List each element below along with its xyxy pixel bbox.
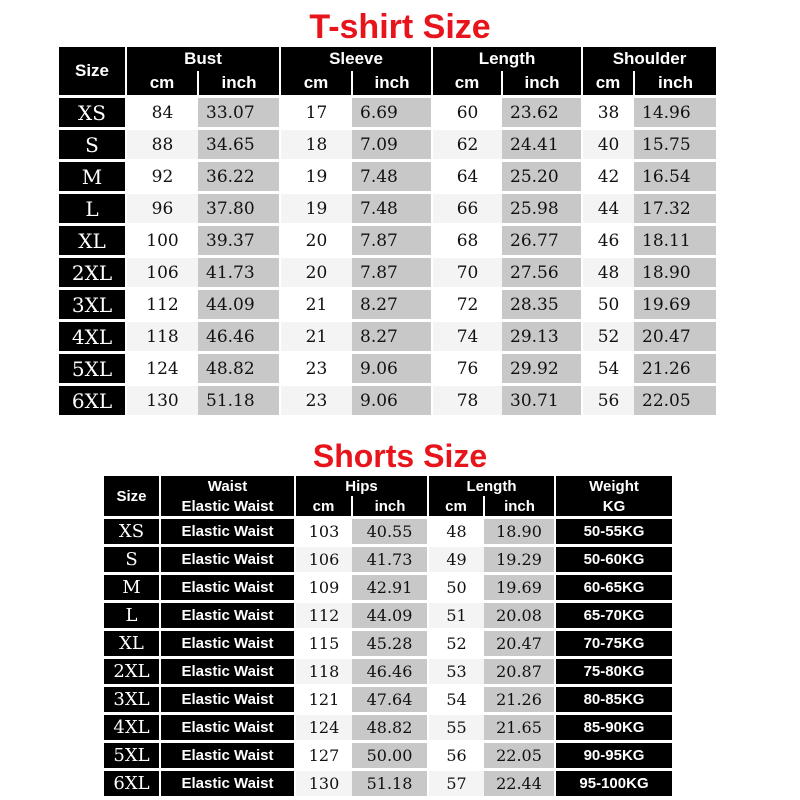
length-inch-cell: 22.05 xyxy=(484,742,555,770)
bust-inch-cell: 39.37 xyxy=(198,225,280,257)
length-cm-cell: 66 xyxy=(432,193,502,225)
length-inch-cell: 29.13 xyxy=(502,321,582,353)
size-cell: L xyxy=(104,602,160,630)
length-cm-cell: 49 xyxy=(428,546,484,574)
length-inch-cell: 25.98 xyxy=(502,193,582,225)
waist-cell: Elastic Waist xyxy=(160,714,295,742)
size-cell: XL xyxy=(59,225,126,257)
weight-cell: 95-100KG xyxy=(555,770,672,797)
hips-inch-cell: 50.00 xyxy=(352,742,428,770)
table-row xyxy=(59,97,716,129)
waist-cell: Elastic Waist xyxy=(160,770,295,797)
shoulder-inch-cell: 17.32 xyxy=(634,193,716,225)
length-inch-cell: 21.26 xyxy=(484,686,555,714)
unit-cm-header: cm xyxy=(280,71,352,97)
bust-cm-cell: 118 xyxy=(126,321,198,353)
length-inch-cell: 22.44 xyxy=(484,770,555,797)
length-inch-cell: 24.41 xyxy=(502,129,582,161)
weight-cell: 90-95KG xyxy=(555,742,672,770)
length-inch-cell: 20.08 xyxy=(484,602,555,630)
table-row xyxy=(59,225,716,257)
weight-cell: 60-65KG xyxy=(555,574,672,602)
size-cell: 5XL xyxy=(59,353,126,385)
bust-cm-cell: 130 xyxy=(126,385,198,416)
hips-header: Hips xyxy=(295,476,428,496)
shoulder-inch-cell: 16.54 xyxy=(634,161,716,193)
length-cm-cell: 64 xyxy=(432,161,502,193)
shoulder-cm-cell: 38 xyxy=(582,97,634,129)
bust-cm-cell: 96 xyxy=(126,193,198,225)
length-inch-cell: 25.20 xyxy=(502,161,582,193)
bust-inch-cell: 34.65 xyxy=(198,129,280,161)
length-cm-cell: 70 xyxy=(432,257,502,289)
shoulder-inch-cell: 22.05 xyxy=(634,385,716,416)
length-inch-cell: 20.47 xyxy=(484,630,555,658)
size-cell: 6XL xyxy=(59,385,126,416)
sleeve-inch-cell: 8.27 xyxy=(352,321,432,353)
size-cell: 5XL xyxy=(104,742,160,770)
bust-cm-cell: 84 xyxy=(126,97,198,129)
length-cm-cell: 74 xyxy=(432,321,502,353)
table-row xyxy=(104,686,672,714)
table-row xyxy=(104,546,672,574)
size-cell: S xyxy=(104,546,160,574)
size-cell: 3XL xyxy=(104,686,160,714)
length-cm-cell: 55 xyxy=(428,714,484,742)
hips-cm-cell: 106 xyxy=(295,546,352,574)
hips-inch-cell: 47.64 xyxy=(352,686,428,714)
length-inch-cell: 19.29 xyxy=(484,546,555,574)
sleeve-inch-cell: 7.09 xyxy=(352,129,432,161)
hips-cm-cell: 109 xyxy=(295,574,352,602)
sleeve-cm-cell: 17 xyxy=(280,97,352,129)
size-cell: XS xyxy=(104,518,160,546)
hips-inch-cell: 48.82 xyxy=(352,714,428,742)
length-inch-cell: 21.65 xyxy=(484,714,555,742)
length-cm-cell: 62 xyxy=(432,129,502,161)
size-cell: 3XL xyxy=(59,289,126,321)
length-cm-cell: 52 xyxy=(428,630,484,658)
length-inch-cell: 30.71 xyxy=(502,385,582,416)
unit-inch-header: inch xyxy=(352,496,428,518)
size-cell: M xyxy=(104,574,160,602)
length-cm-cell: 53 xyxy=(428,658,484,686)
unit-inch-header: inch xyxy=(502,71,582,97)
length-cm-cell: 76 xyxy=(432,353,502,385)
weight-cell: 50-60KG xyxy=(555,546,672,574)
sleeve-cm-cell: 20 xyxy=(280,257,352,289)
shoulder-cm-cell: 40 xyxy=(582,129,634,161)
hips-inch-cell: 41.73 xyxy=(352,546,428,574)
table-row xyxy=(104,658,672,686)
unit-cm-header: cm xyxy=(295,496,352,518)
shoulder-inch-cell: 20.47 xyxy=(634,321,716,353)
weight-cell: 85-90KG xyxy=(555,714,672,742)
table-row xyxy=(104,574,672,602)
shoulder-inch-cell: 21.26 xyxy=(634,353,716,385)
sleeve-cm-cell: 21 xyxy=(280,289,352,321)
waist-cell: Elastic Waist xyxy=(160,658,295,686)
weight-cell: 65-70KG xyxy=(555,602,672,630)
unit-cm-header: cm xyxy=(126,71,198,97)
length-cm-cell: 51 xyxy=(428,602,484,630)
sleeve-cm-cell: 18 xyxy=(280,129,352,161)
size-cell: 4XL xyxy=(59,321,126,353)
length-cm-cell: 54 xyxy=(428,686,484,714)
hips-cm-cell: 118 xyxy=(295,658,352,686)
hips-cm-cell: 115 xyxy=(295,630,352,658)
size-cell: 2XL xyxy=(104,658,160,686)
table-row xyxy=(59,193,716,225)
length-cm-cell: 56 xyxy=(428,742,484,770)
sleeve-inch-cell: 9.06 xyxy=(352,353,432,385)
bust-cm-cell: 112 xyxy=(126,289,198,321)
length-inch-cell: 18.90 xyxy=(484,518,555,546)
size-header: Size xyxy=(104,476,160,518)
shoulder-inch-cell: 15.75 xyxy=(634,129,716,161)
length-inch-cell: 28.35 xyxy=(502,289,582,321)
sleeve-cm-cell: 23 xyxy=(280,353,352,385)
shoulder-inch-cell: 14.96 xyxy=(634,97,716,129)
size-cell: 2XL xyxy=(59,257,126,289)
size-cell: 4XL xyxy=(104,714,160,742)
hips-inch-cell: 42.91 xyxy=(352,574,428,602)
sleeve-cm-cell: 19 xyxy=(280,161,352,193)
weight-header: Weight xyxy=(555,476,672,496)
unit-cm-header: cm xyxy=(582,71,634,97)
weight-cell: 80-85KG xyxy=(555,686,672,714)
shoulder-cm-cell: 46 xyxy=(582,225,634,257)
bust-cm-cell: 88 xyxy=(126,129,198,161)
unit-inch-header: inch xyxy=(484,496,555,518)
sleeve-header: Sleeve xyxy=(280,47,432,71)
hips-cm-cell: 112 xyxy=(295,602,352,630)
shoulder-cm-cell: 44 xyxy=(582,193,634,225)
unit-cm-header: cm xyxy=(432,71,502,97)
tshirt-size-table xyxy=(59,47,716,415)
hips-cm-cell: 103 xyxy=(295,518,352,546)
bust-inch-cell: 44.09 xyxy=(198,289,280,321)
length-inch-cell: 20.87 xyxy=(484,658,555,686)
shoulder-inch-cell: 18.90 xyxy=(634,257,716,289)
sleeve-inch-cell: 7.48 xyxy=(352,161,432,193)
bust-cm-cell: 92 xyxy=(126,161,198,193)
bust-inch-cell: 41.73 xyxy=(198,257,280,289)
waist-cell: Elastic Waist xyxy=(160,630,295,658)
length-cm-cell: 50 xyxy=(428,574,484,602)
hips-inch-cell: 46.46 xyxy=(352,658,428,686)
weight-unit-header: KG xyxy=(555,496,672,518)
length-cm-cell: 57 xyxy=(428,770,484,797)
size-cell: XS xyxy=(59,97,126,129)
hips-inch-cell: 51.18 xyxy=(352,770,428,797)
hips-inch-cell: 45.28 xyxy=(352,630,428,658)
length-header: Length xyxy=(432,47,582,71)
bust-inch-cell: 48.82 xyxy=(198,353,280,385)
bust-cm-cell: 100 xyxy=(126,225,198,257)
hips-cm-cell: 130 xyxy=(295,770,352,797)
table-row xyxy=(59,385,716,416)
sleeve-cm-cell: 21 xyxy=(280,321,352,353)
unit-inch-header: inch xyxy=(352,71,432,97)
size-cell: S xyxy=(59,129,126,161)
hips-cm-cell: 121 xyxy=(295,686,352,714)
waist-sub-header: Elastic Waist xyxy=(160,496,295,518)
hips-inch-cell: 44.09 xyxy=(352,602,428,630)
hips-inch-cell: 40.55 xyxy=(352,518,428,546)
waist-header: Waist xyxy=(160,476,295,496)
hips-cm-cell: 124 xyxy=(295,714,352,742)
size-header: Size xyxy=(59,47,126,97)
length-cm-cell: 60 xyxy=(432,97,502,129)
sleeve-inch-cell: 7.87 xyxy=(352,257,432,289)
shoulder-cm-cell: 42 xyxy=(582,161,634,193)
weight-cell: 50-55KG xyxy=(555,518,672,546)
size-cell: M xyxy=(59,161,126,193)
bust-inch-cell: 51.18 xyxy=(198,385,280,416)
length-inch-cell: 27.56 xyxy=(502,257,582,289)
bust-inch-cell: 37.80 xyxy=(198,193,280,225)
length-inch-cell: 26.77 xyxy=(502,225,582,257)
weight-cell: 75-80KG xyxy=(555,658,672,686)
shoulder-header: Shoulder xyxy=(582,47,716,71)
length-inch-cell: 19.69 xyxy=(484,574,555,602)
table-row xyxy=(59,353,716,385)
sleeve-inch-cell: 6.69 xyxy=(352,97,432,129)
bust-header: Bust xyxy=(126,47,280,71)
weight-cell: 70-75KG xyxy=(555,630,672,658)
unit-inch-header: inch xyxy=(198,71,280,97)
bust-cm-cell: 106 xyxy=(126,257,198,289)
bust-cm-cell: 124 xyxy=(126,353,198,385)
waist-cell: Elastic Waist xyxy=(160,742,295,770)
bust-inch-cell: 46.46 xyxy=(198,321,280,353)
tshirt-size-title: T-shirt Size xyxy=(309,8,491,46)
waist-cell: Elastic Waist xyxy=(160,518,295,546)
waist-cell: Elastic Waist xyxy=(160,602,295,630)
length-inch-cell: 29.92 xyxy=(502,353,582,385)
length-cm-cell: 68 xyxy=(432,225,502,257)
table-row xyxy=(59,129,716,161)
sleeve-inch-cell: 8.27 xyxy=(352,289,432,321)
shoulder-cm-cell: 56 xyxy=(582,385,634,416)
table-row xyxy=(104,602,672,630)
table-row xyxy=(59,257,716,289)
shoulder-cm-cell: 54 xyxy=(582,353,634,385)
size-cell: L xyxy=(59,193,126,225)
sleeve-cm-cell: 23 xyxy=(280,385,352,416)
size-cell: 6XL xyxy=(104,770,160,797)
sleeve-inch-cell: 9.06 xyxy=(352,385,432,416)
table-row xyxy=(59,161,716,193)
table-row xyxy=(59,289,716,321)
sleeve-cm-cell: 19 xyxy=(280,193,352,225)
waist-cell: Elastic Waist xyxy=(160,546,295,574)
table-row xyxy=(104,714,672,742)
shoulder-inch-cell: 19.69 xyxy=(634,289,716,321)
bust-inch-cell: 36.22 xyxy=(198,161,280,193)
sleeve-inch-cell: 7.48 xyxy=(352,193,432,225)
table-row xyxy=(104,742,672,770)
unit-inch-header: inch xyxy=(634,71,716,97)
shoulder-cm-cell: 52 xyxy=(582,321,634,353)
shorts-size-table xyxy=(104,476,672,796)
table-row xyxy=(104,630,672,658)
size-cell: XL xyxy=(104,630,160,658)
length-cm-cell: 48 xyxy=(428,518,484,546)
shoulder-inch-cell: 18.11 xyxy=(634,225,716,257)
shorts-size-title: Shorts Size xyxy=(312,438,488,474)
sleeve-cm-cell: 20 xyxy=(280,225,352,257)
shoulder-cm-cell: 48 xyxy=(582,257,634,289)
table-row xyxy=(104,518,672,546)
length-cm-cell: 72 xyxy=(432,289,502,321)
waist-cell: Elastic Waist xyxy=(160,686,295,714)
table-row xyxy=(104,770,672,797)
sleeve-inch-cell: 7.87 xyxy=(352,225,432,257)
hips-cm-cell: 127 xyxy=(295,742,352,770)
bust-inch-cell: 33.07 xyxy=(198,97,280,129)
length-header: Length xyxy=(428,476,555,496)
unit-cm-header: cm xyxy=(428,496,484,518)
length-inch-cell: 23.62 xyxy=(502,97,582,129)
length-cm-cell: 78 xyxy=(432,385,502,416)
table-row xyxy=(59,321,716,353)
shoulder-cm-cell: 50 xyxy=(582,289,634,321)
waist-cell: Elastic Waist xyxy=(160,574,295,602)
